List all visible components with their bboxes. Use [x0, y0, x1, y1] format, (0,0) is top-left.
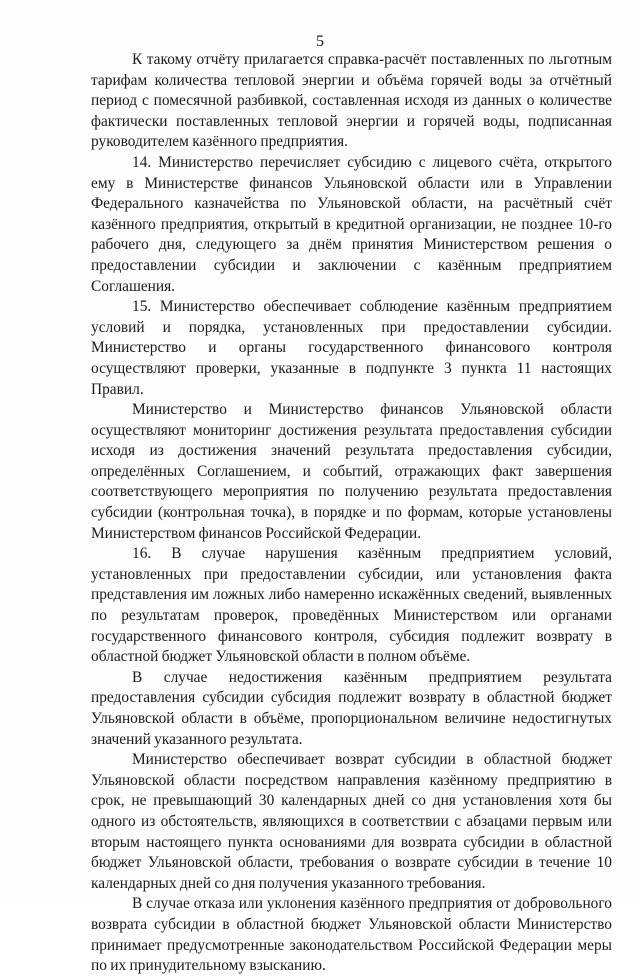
paragraph-refund-procedure: Министерство обеспечивает возврат субсидии в областной бюджет Ульяновской области посредством направления казённому предприятию в срок, не превышающий 30 календарных дней со дня установления хотя бы одного из обстоятельств, являющихся в соответствии с абзацами первым или вторым настоящего пункта основаниями для возврата субсидии в областной бюджет Ульяновской области, требования о возврате субсидии в течение 10 календарных дней со дня получения указанного требования. [91, 751, 612, 892]
paragraph-result-not-achieved: В случае недостижения казённым предприятием результата предоставления субсидии субсидия подлежит возврату в областной бюджет Ульяновской области в объёме, пропорциональном величине недостигнутых значений указанного результата. [91, 668, 612, 748]
page-number: 5 [316, 33, 324, 50]
paragraph-forced-recovery: В случае отказа или уклонения казённого предприятия от добровольного возврата субсидии в областной бюджет Ульяновской области Министерство принимает предусмотренные законодательством Российской Федерации меры по их принудительному взысканию. [91, 895, 612, 975]
paragraph-clause-14: 14. Министерство перечисляет субсидию с лицевого счёта, открытого ему в Министерстве финансов Ульяновской области или в Управлении Федерального казначейства по Ульяновской области, на расчётный счёт казённого предприятия, открытый в кредитной организации, не позднее 10-го рабочего дня, следующего за днём принятия Министерством решения о предоставлении субсидии и заключении с казённым предприятием Соглашения. [91, 153, 612, 295]
paragraph-clause-16: 16. В случае нарушения казённым предприятием условий, установленных при предоставлении субсидии, или установления факта представления им ложных либо намеренно искажённых сведений, выявленных по результатам проверок, проведённых Министерством или органами государственного финансового контроля, субсидия подлежит возврату в областной бюджет Ульяновской области в полном объёме. [91, 545, 612, 666]
document-body [91, 50, 612, 977]
paragraph-clause-15: 15. Министерство обеспечивает соблюдение казённым предприятием условий и порядка, установленных при предоставлении субсидии. Министерство и органы государственного финансового контроля осуществляют проверки, указанные в подпункте 3 пункта 11 настоящих Правил. [91, 298, 612, 398]
paragraph-report-attachment: К такому отчёту прилагается справка-расчёт поставленных по льготным тарифам количества тепловой энергии и объёма горячей воды за отчётный период с помесячной разбивкой, составленная исходя из данных о количестве фактически поставленных тепловой энергии и горячей воды, подписанная руководителем казённого предприятия. [91, 51, 612, 151]
paragraph-monitoring: Министерство и Министерство финансов Ульяновской области осуществляют мониторинг достижения результата предоставления субсидии исходя из достижения значений результата предоставления субсидии, определённых Соглашением, и событий, отражающих факт завершения соответствующего мероприятия по получению результата предоставления субсидии (контрольная точка), в порядке и по формам, которые установлены Министерством финансов Российской Федерации. [91, 401, 612, 542]
